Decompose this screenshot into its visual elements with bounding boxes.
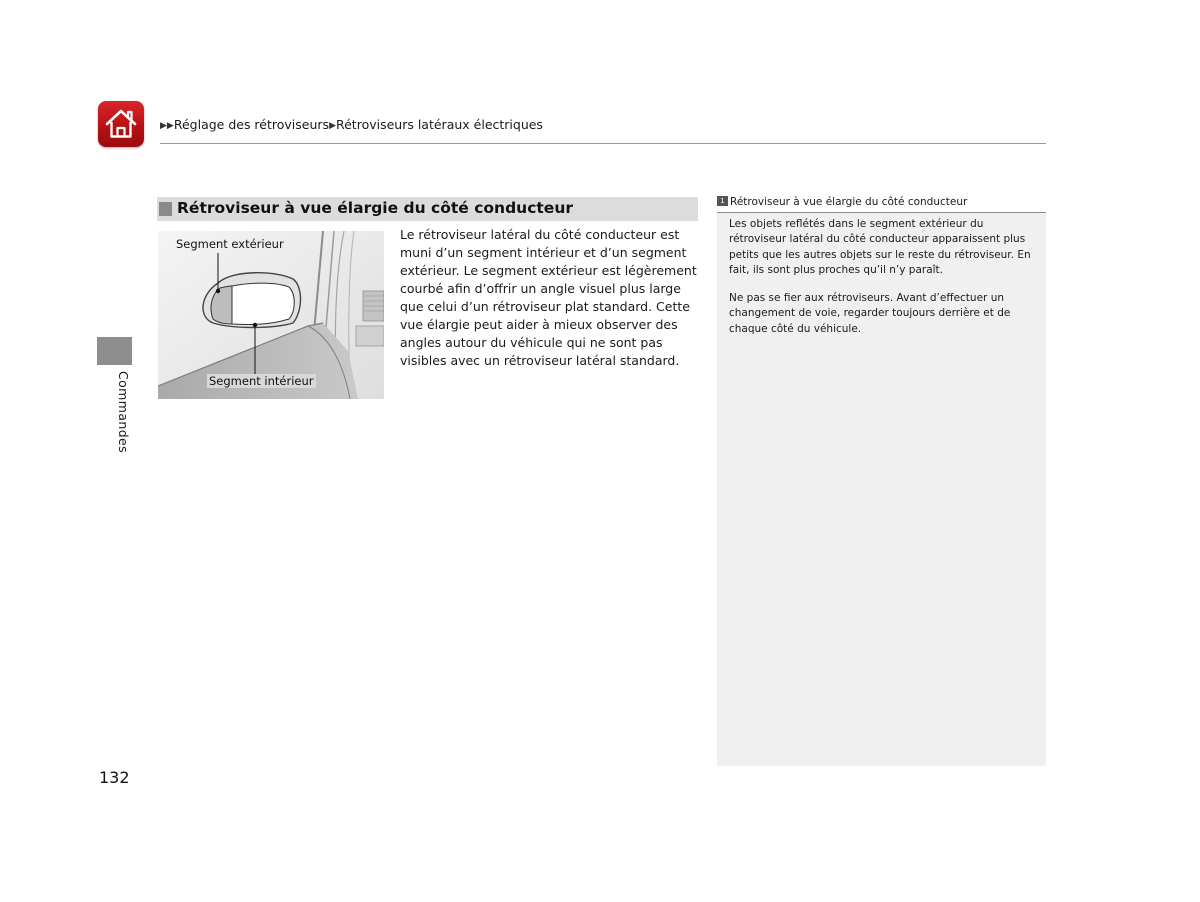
home-button[interactable] [98,101,144,147]
info-sidebar-header [717,196,1046,213]
header-divider [160,143,1046,144]
section-title: Rétroviseur à vue élargie du côté conducteur [177,199,573,217]
section-heading [157,197,698,221]
triangle-right-icon: ▶ [329,121,336,131]
section-marker-icon [159,202,172,216]
info-sidebar-title: Rétroviseur à vue élargie du côté conducteur [730,196,968,208]
info-paragraph: Les objets reflétés dans le segment extérieur du rétroviseur latéral du côté conducteur apparaissent plus petits que les autres objets sur le reste du rétroviseur. En fait, ils sont plus proches qu’il n’y paraît. [729,218,1031,276]
breadcrumb-item-mirror-adjustment[interactable]: Réglage des rétroviseurs [173,117,330,132]
reference-icon: 1 [717,196,728,206]
triangle-right-icon: ▶▶ [160,121,174,131]
home-icon [104,107,138,141]
section-body: Le rétroviseur latéral du côté conducteur est muni d’un segment intérieur et d’un segment extérieur. Le segment extérieur est légèrement courbé afin d’offrir un angle visuel plus large que celui d’un rétroviseur plat standard. Cette vue élargie peut aider à mieux observer des angles autour du véhicule qui ne sont pas visibles avec un rétroviseur latéral standard. [400,227,697,368]
page-number: 132 [99,768,130,787]
info-paragraph: Ne pas se fier aux rétroviseurs. Avant d’effectuer un changement de voie, regarder toujours derrière et de chaque côté du véhicule. [729,292,1011,335]
callout-inner-segment: Segment intérieur [209,374,314,388]
info-sidebar [717,196,1046,766]
chapter-tab-label[interactable]: Commandes [116,371,131,454]
callout-outer-segment: Segment extérieur [176,237,284,251]
chapter-tab-marker[interactable] [97,337,132,365]
mirror-illustration [158,231,384,399]
breadcrumb [160,117,543,132]
breadcrumb-item-power-side-mirrors[interactable]: Rétroviseurs latéraux électriques [335,117,543,132]
